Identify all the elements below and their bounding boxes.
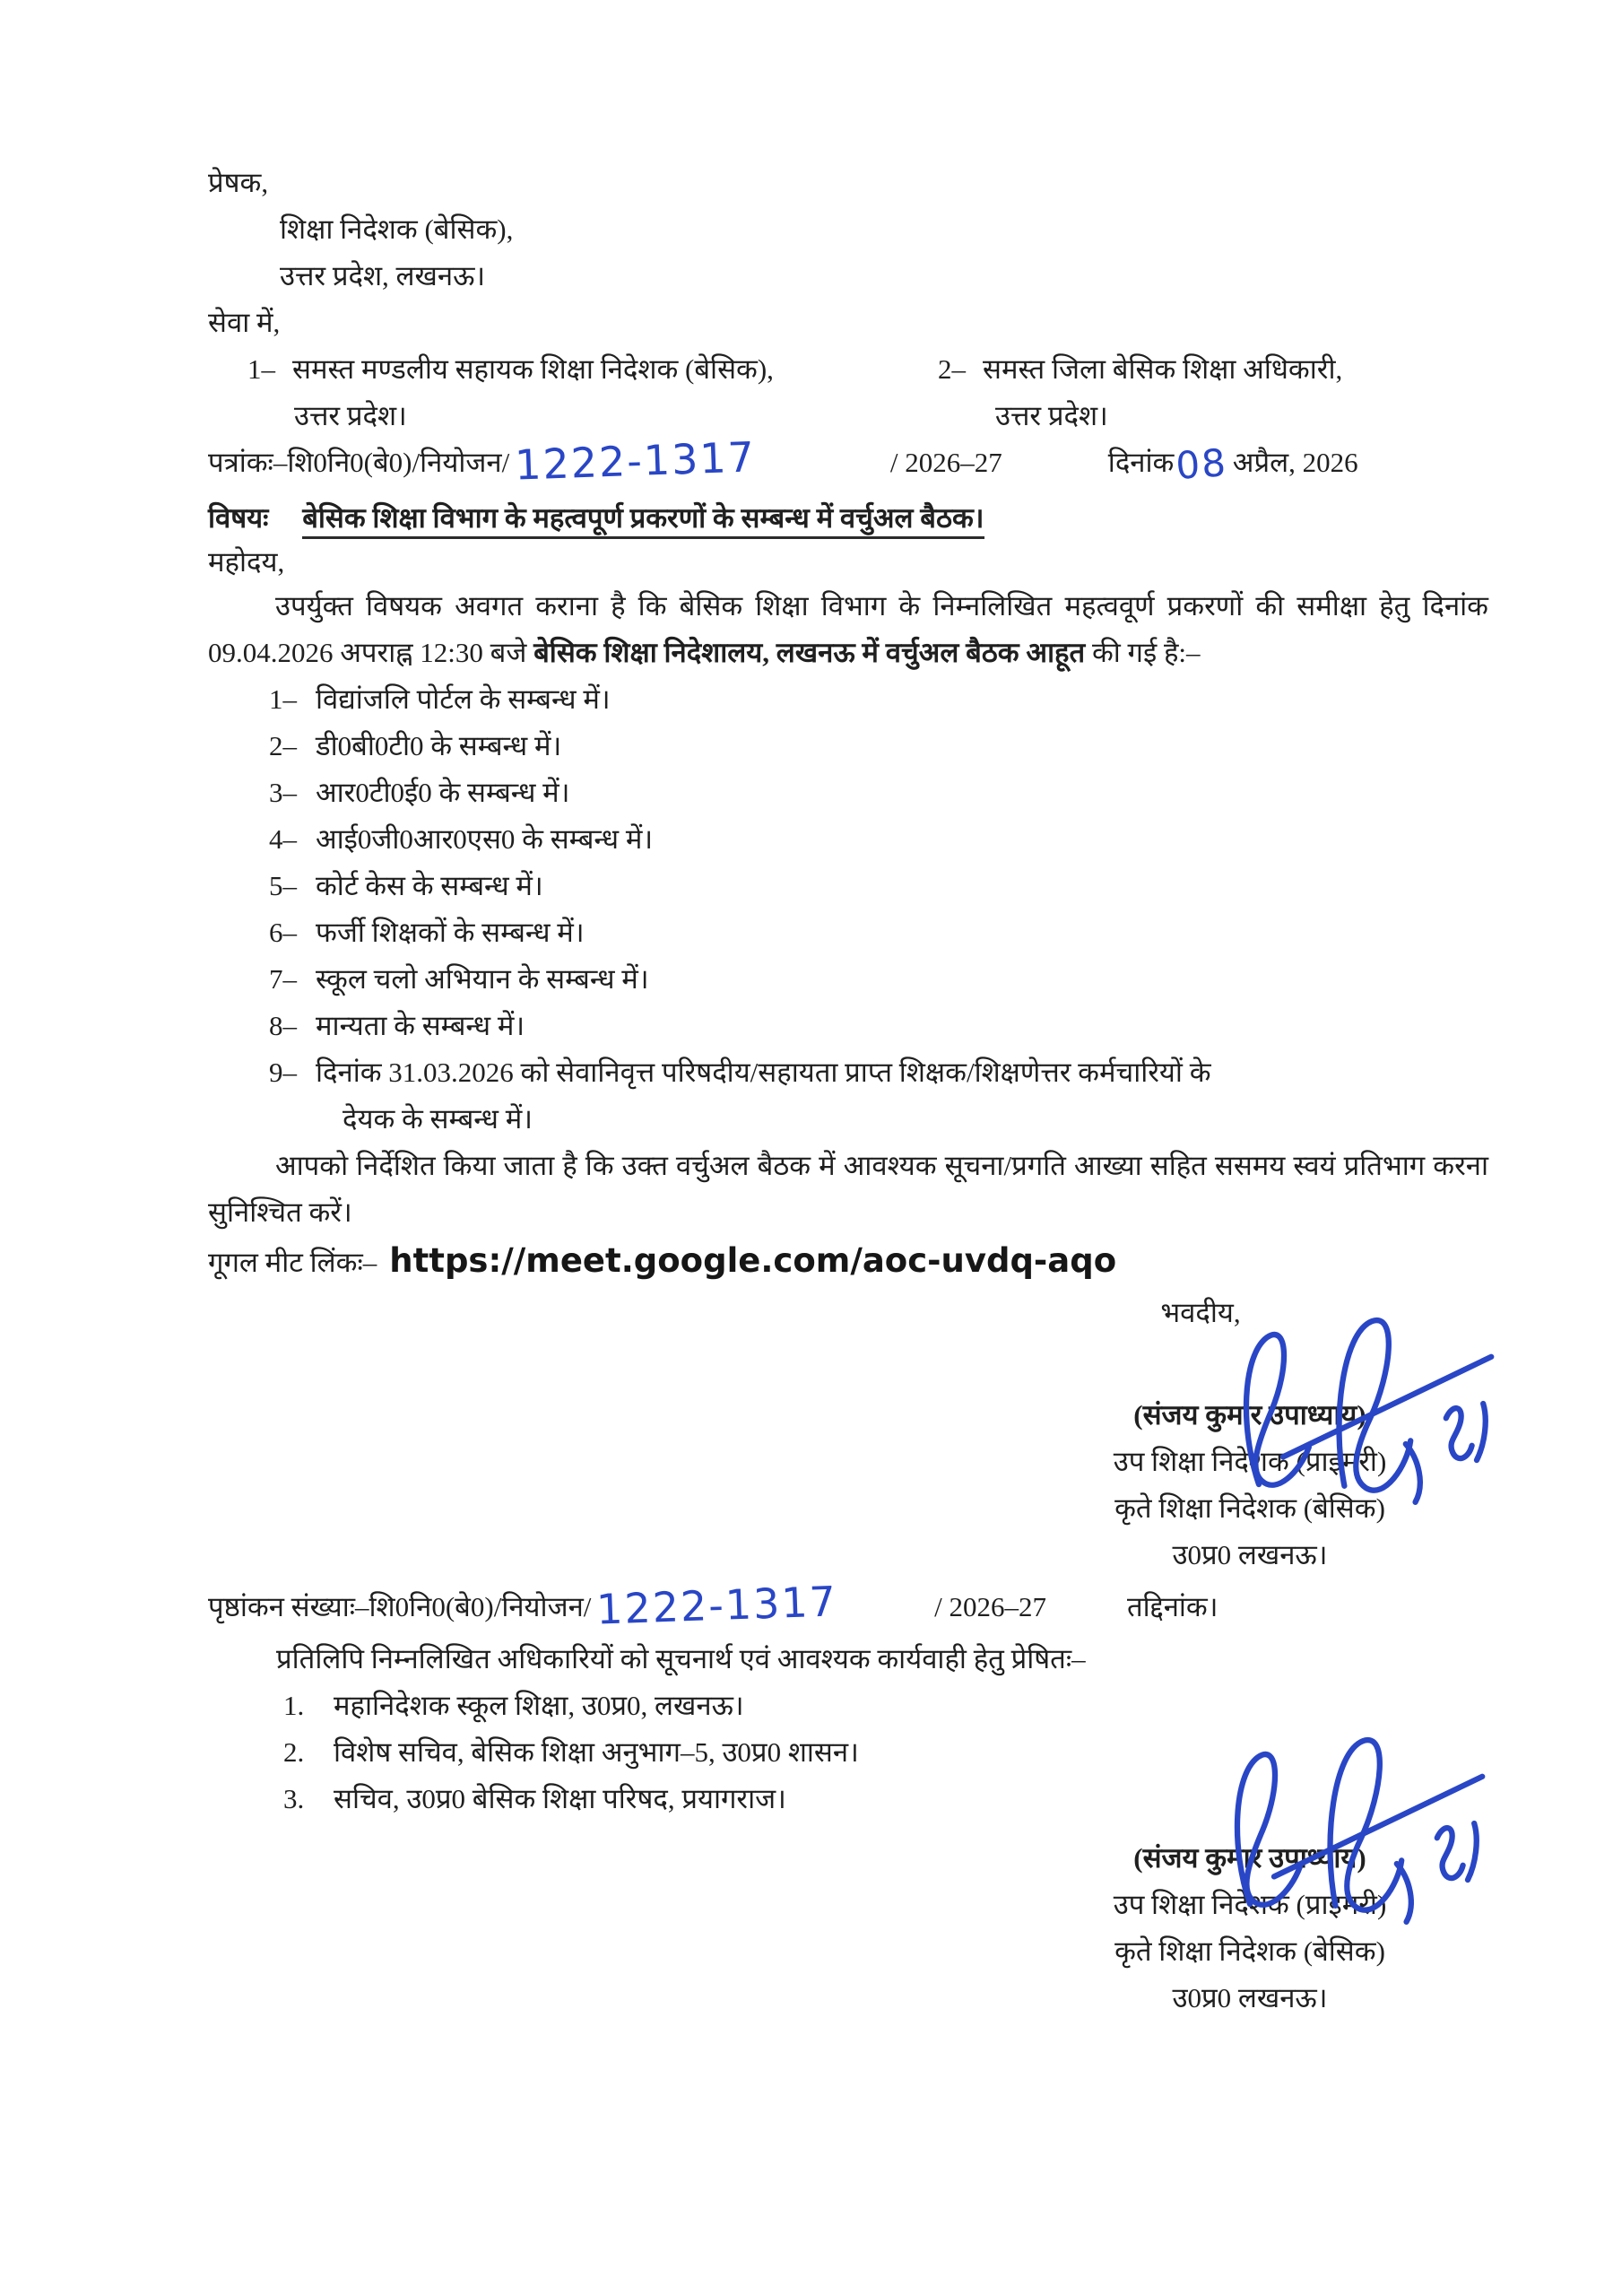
agenda-item <box>269 770 1488 816</box>
agenda-item <box>269 723 1488 770</box>
recipient-1-text <box>292 346 774 439</box>
paragraph-1-bold: बेसिक शिक्षा निदेशालय, लखनऊ में वर्चुअल बैठक आहूत <box>533 637 1086 668</box>
signatory-designation-1: उप शिक्षा निदेशक (प्राइमरी) <box>1113 1889 1387 1920</box>
agenda-number: 1– <box>269 683 297 715</box>
agenda-9-line1: दिनांक 31.03.2026 को सेवानिवृत्त परिषदीय/सहायता प्राप्त शिक्षक/शिक्षणेत्तर कर्मचारियों के <box>316 1057 1211 1088</box>
copy-number: 3. <box>283 1783 305 1814</box>
reference-prefix: पत्रांकः–शि0नि0(बे0)/नियोजन/ <box>208 447 510 478</box>
regards: भवदीय, <box>1160 1297 1241 1328</box>
agenda-text: मान्यता के सम्बन्ध में। <box>316 1010 525 1041</box>
agenda-text: फर्जी शिक्षकों के सम्बन्ध में। <box>316 917 585 948</box>
agenda-number: 2– <box>269 730 297 761</box>
recipient-2-line1: समस्त जिला बेसिक शिक्षा अधिकारी, <box>983 353 1343 385</box>
meet-link-url: https://meet.google.com/aoc-uvdq-aqo <box>389 1241 1117 1280</box>
to-label: सेवा में, <box>208 307 281 338</box>
signatory-designation-2: कृते शिक्षा निदेशक (बेसिक) <box>1114 1935 1385 1967</box>
closing-block <box>1017 1290 1483 1578</box>
agenda-number: 9– <box>269 1057 297 1088</box>
handwritten-endorsement-number: 1222-1317 <box>595 1577 839 1634</box>
recipient-2-number: 2– <box>938 353 966 385</box>
agenda-text: स्कूल चलो अभियान के सम्बन्ध में। <box>316 963 649 995</box>
meet-link-line <box>208 1238 1488 1290</box>
paragraph-1-tail: की गई है:– <box>1085 637 1201 668</box>
agenda-9-line2: देयक के सम्बन्ध में। <box>343 1103 533 1135</box>
signatory-designation-3: उ0प्र0 लखनऊ। <box>1172 1539 1328 1570</box>
endorsement-same-date: तद्दिनांक। <box>1127 1591 1218 1622</box>
from-label: प्रेषक, <box>208 167 269 198</box>
signatory-designation-3: उ0प्र0 लखनऊ। <box>1172 1982 1328 2013</box>
handwritten-date: 08 <box>1175 440 1229 488</box>
recipient-2 <box>938 346 1342 439</box>
copy-recipient <box>283 1729 1488 1776</box>
copy-recipient <box>283 1776 1488 1822</box>
recipient-1 <box>247 346 938 439</box>
agenda-number: 7– <box>269 963 297 995</box>
agenda-item <box>269 816 1488 863</box>
subject-line <box>208 495 1488 542</box>
copy-recipient <box>283 1683 1488 1729</box>
copy-to-line: प्रतिलिपि निम्नलिखित अधिकारियों को सूचनार्थ एवं आवश्यक कार्यवाही हेतु प्रेषितः– <box>276 1643 1086 1674</box>
agenda-text <box>316 1049 1427 1143</box>
handwritten-letter-number: 1222-1317 <box>514 432 757 490</box>
subject-text: बेसिक शिक्षा विभाग के महत्वपूर्ण प्रकरणों के सम्बन्ध में वर्चुअल बैठक। <box>302 502 984 539</box>
agenda-item <box>269 676 1488 723</box>
agenda-number: 6– <box>269 917 297 948</box>
copy-text: महानिदेशक स्कूल शिक्षा, उ0प्र0, लखनऊ। <box>334 1690 744 1721</box>
recipient-2-text <box>983 346 1342 439</box>
endorsement-block <box>208 1577 1488 1822</box>
agenda-text: डी0बी0टी0 के सम्बन्ध में। <box>316 730 562 761</box>
date-text: अप्रैल, 2026 <box>1232 447 1358 478</box>
agenda-item <box>269 956 1488 1003</box>
closing-block-2 <box>1017 1835 1483 2022</box>
recipient-1-number: 1– <box>247 353 275 385</box>
letter-content <box>208 160 1488 2022</box>
agenda-item-9 <box>269 1049 1488 1143</box>
signatory-designation-1: उप शिक्षा निदेशक (प्राइमरी) <box>1113 1446 1387 1477</box>
copy-recipient-list <box>283 1683 1488 1822</box>
endorsement-line <box>208 1577 1488 1636</box>
endorsement-prefix: पृष्ठांकन संख्याः–शि0नि0(बे0)/नियोजन/ <box>208 1591 592 1622</box>
reference-line <box>208 432 1488 491</box>
recipient-1-line1: समस्त मण्डलीय सहायक शिक्षा निदेशक (बेसिक), <box>292 353 774 385</box>
paragraph-1-text: उपर्युक्त विषयक अवगत कराना है कि बेसिक शिक्षा विभाग के निम्नलिखित महत्ववूर्ण प्रकरणों की समीक्षा हेतु दिनांक 09.04.2026 अपराह्न 12:30 बजे <box>208 590 1488 668</box>
agenda-item <box>269 1003 1488 1049</box>
signature-space <box>1017 1336 1483 1392</box>
endorsement-year: / 2026–27 <box>934 1591 1046 1622</box>
date-label: दिनांक <box>1107 447 1175 478</box>
body-paragraph-1 <box>208 583 1488 676</box>
salutation: महोदय, <box>208 546 285 578</box>
recipient-2-line2: उत्तर प्रदेश। <box>995 400 1108 431</box>
from-address: उत्तर प्रदेश, लखनऊ। <box>280 260 486 291</box>
agenda-number: 4– <box>269 823 297 855</box>
agenda-item <box>269 863 1488 909</box>
meet-link-label: गूगल मीट लिंकः– <box>208 1247 377 1278</box>
agenda-text: विद्यांजलि पोर्टल के सम्बन्ध में। <box>316 683 611 715</box>
copy-number: 1. <box>283 1690 305 1721</box>
signatory-name: (संजय कुमार उपाध्याय) <box>1133 1399 1366 1431</box>
agenda-list <box>269 676 1488 1143</box>
agenda-text: आर0टी0ई0 के सम्बन्ध में। <box>316 777 570 808</box>
subject-label: विषयः <box>208 502 269 534</box>
agenda-number: 3– <box>269 777 297 808</box>
agenda-number: 8– <box>269 1010 297 1041</box>
copy-text: विशेष सचिव, बेसिक शिक्षा अनुभाग–5, उ0प्र0 शासन। <box>334 1736 859 1768</box>
recipient-1-line2: उत्तर प्रदेश। <box>294 400 407 431</box>
agenda-number: 5– <box>269 870 297 901</box>
signatory-name: (संजय कुमार उपाध्याय) <box>1133 1842 1366 1874</box>
copy-text: सचिव, उ0प्र0 बेसिक शिक्षा परिषद, प्रयागराज। <box>334 1783 786 1814</box>
copy-number: 2. <box>283 1736 305 1768</box>
agenda-text: आई0जी0आर0एस0 के सम्बन्ध में। <box>316 823 654 855</box>
signatory-designation-2: कृते शिक्षा निदेशक (बेसिक) <box>1114 1492 1385 1524</box>
agenda-text: कोर्ट केस के सम्बन्ध में। <box>316 870 543 901</box>
body-paragraph-2: आपको निर्देशित किया जाता है कि उक्त वर्चुअल बैठक में आवश्यक सूचना/प्रगति आख्या सहित ससमय स्वयं प्रतिभाग करना सुनिश्चित करें। <box>208 1150 1488 1228</box>
recipients-row <box>208 346 1488 439</box>
from-designation: शिक्षा निदेशक (बेसिक), <box>280 213 514 245</box>
reference-year: / 2026–27 <box>889 447 1002 478</box>
agenda-item <box>269 909 1488 956</box>
